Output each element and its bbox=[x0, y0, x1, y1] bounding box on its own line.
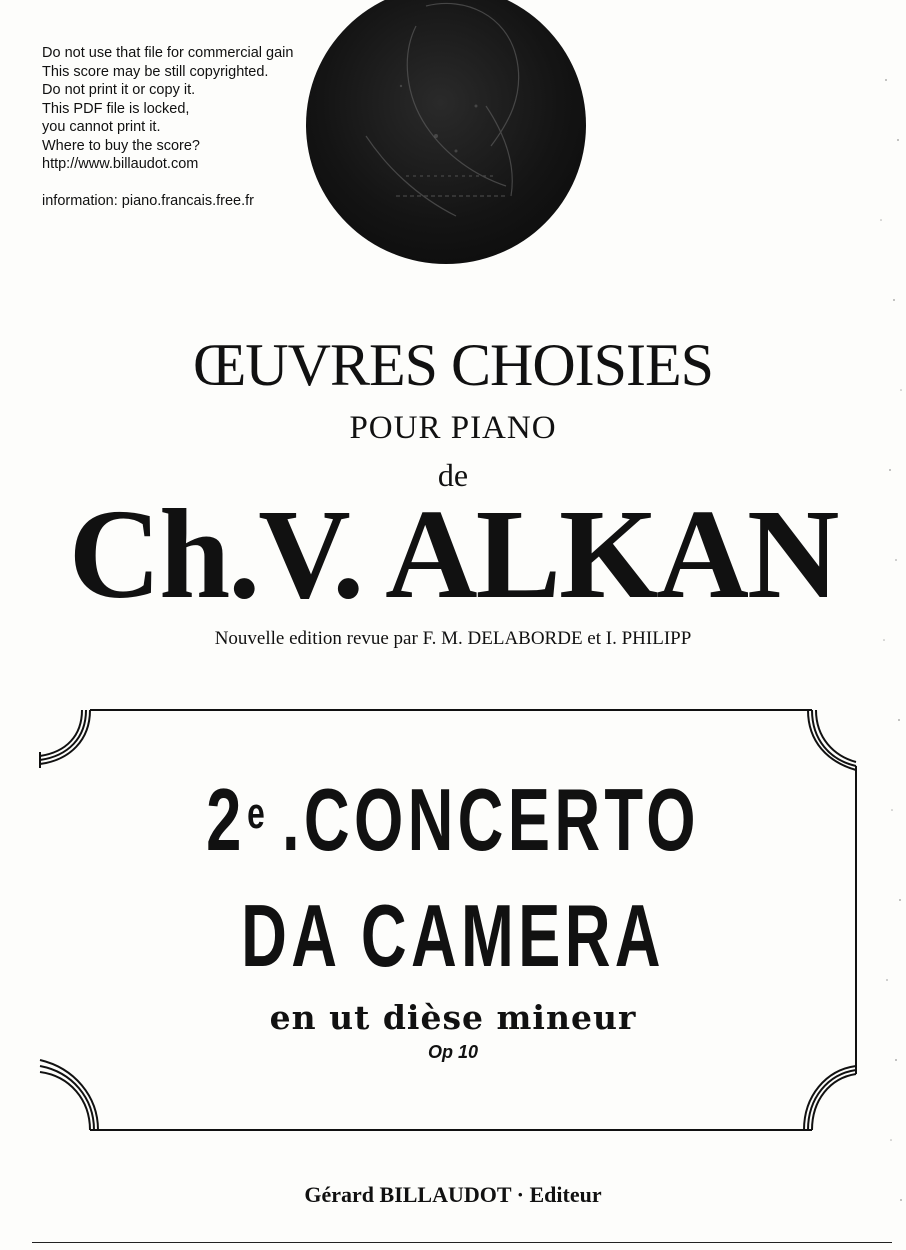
copyright-notice bbox=[42, 44, 293, 210]
work-number-dot: . bbox=[282, 770, 304, 869]
notice-line: This PDF file is locked, bbox=[42, 100, 190, 117]
work-number: 2 bbox=[206, 770, 246, 869]
series-title: ŒUVRES CHOISIES bbox=[192, 332, 714, 398]
work-number-suffix: e bbox=[247, 789, 270, 838]
composer-name: Ch.V. ALKAN bbox=[68, 483, 838, 625]
work-key: en ut dièse mineur bbox=[269, 998, 637, 1037]
notice-line: you cannot print it. bbox=[42, 119, 161, 135]
notice-info[interactable]: information: piano.francais.free.fr bbox=[42, 192, 254, 209]
work-title-line1 bbox=[127, 770, 779, 870]
publisher-name: Gérard BILLAUDOT · Editeur bbox=[304, 1182, 602, 1207]
edition-note: Nouvelle edition revue par F. M. DELABORDE et I. PHILIPP bbox=[214, 628, 692, 649]
work-title-concerto: CONCERTO bbox=[303, 770, 700, 869]
notice-line: This score may be still copyrighted. bbox=[42, 63, 269, 80]
notice-url[interactable]: http://www.billaudot.com bbox=[42, 156, 199, 172]
composer-portrait-medallion-icon bbox=[306, 0, 586, 264]
work-title-line2: DA CAMERA bbox=[241, 886, 665, 985]
bottom-rule bbox=[32, 1242, 892, 1243]
notice-line: Do not print it or copy it. bbox=[42, 82, 196, 98]
instrument-title: POUR PIANO bbox=[349, 410, 557, 446]
preposition: de bbox=[437, 457, 469, 493]
notice-line: Do not use that file for commercial gain bbox=[42, 45, 294, 61]
notice-line: Where to buy the score? bbox=[42, 137, 200, 154]
work-opus: Op 10 bbox=[427, 1042, 479, 1062]
